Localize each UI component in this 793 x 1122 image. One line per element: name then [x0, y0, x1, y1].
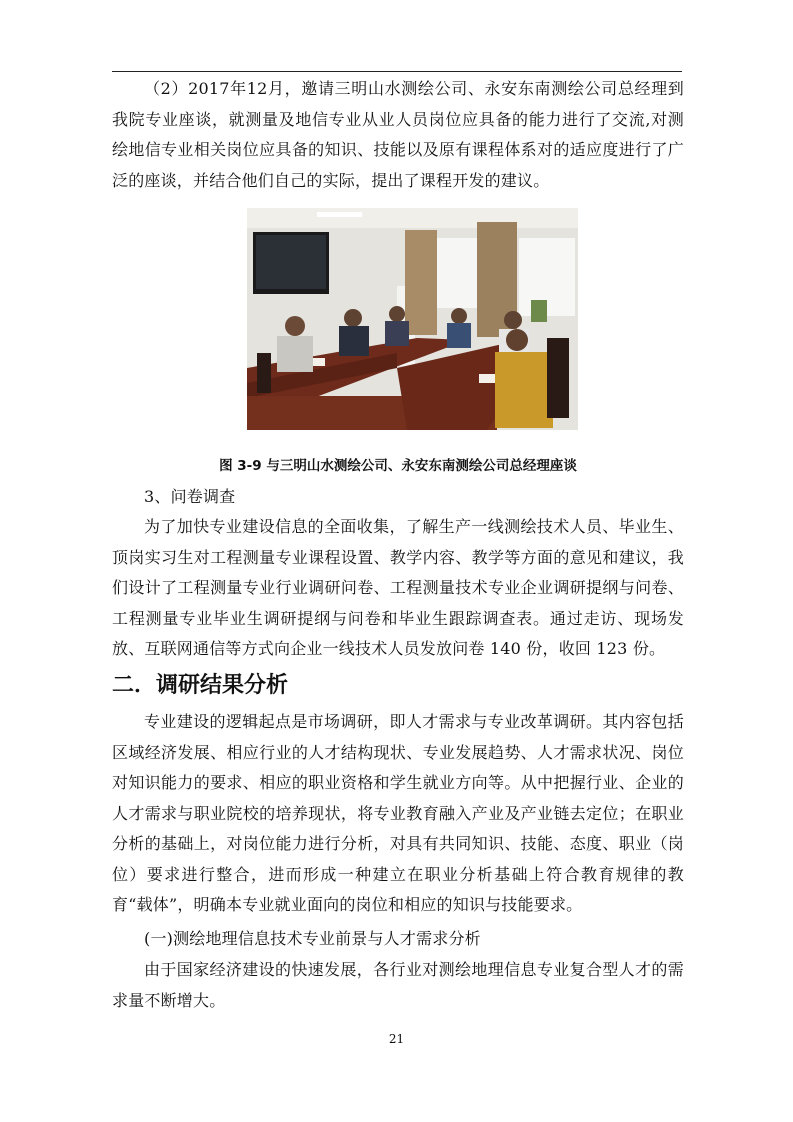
subsection-title: (一)测绘地理信息技术专业前景与人才需求分析 [144, 929, 481, 948]
header-rule [112, 71, 682, 72]
figure-caption: 图 3-9 与三明山水测绘公司、永安东南测绘公司总经理座谈 [219, 458, 577, 474]
page-number: 21 [388, 1032, 405, 1046]
paragraph-questionnaire: 为了加快专业建设信息的全面收集，了解生产一线测绘技术人员、毕业生、顶岗实习生对工程测量专业课程设置、教学内容、教学等方面的意见和建议，我们设计了工程测量专业行业调研问卷、工程测量技术专业企业调研提纲与问卷、工程测量专业毕业生调研提纲与问卷和毕业生跟踪调查表。通过走访、现场发放、互联网通信等方式向企业一线技术人员发放问卷 140 份，收回 123 份。 [112, 517, 684, 658]
paragraph-analysis: 专业建设的逻辑起点是市场调研，即人才需求与专业改革调研。其内容包括区域经济发展、相应行业的人才结构现状、专业发展趋势、人才需求状况、岗位对知识能力的要求、相应的职业资格和学生就业方向等。从中把握行业、企业的人才需求与职业院校的培养现状，将专业教育融入产业及产业链去定位；在职业分析的基础上，对岗位能力进行分析，对具有共同知识、技能、态度、职业（岗位）要求进行整合，进而形成一种建立在职业分析基础上符合教育规律的教育“载体”，明确本专业就业面向的岗位和相应的知识与技能要求。 [112, 712, 684, 914]
seminar-photo [247, 208, 578, 430]
heading-research-analysis: 二．调研结果分析 [112, 673, 289, 698]
paragraph-seminar: （2）2017年12月，邀请三明山水测绘公司、永安东南测绘公司总经理到我院专业座谈，就测量及地信专业从业人员岗位应具备的能力进行了交流,对测绘地信专业相关岗位应具备的知识、技能以及原有课程体系对的适应度进行了广泛的座谈，并结合他们自己的实际，提出了课程开发的建议。 [112, 79, 684, 190]
section-questionnaire-title: 3、问卷调查 [144, 487, 236, 506]
paragraph-demand: 由于国家经济建设的快速发展，各行业对测绘地理信息专业复合型人才的需求量不断增大。 [112, 960, 684, 1010]
